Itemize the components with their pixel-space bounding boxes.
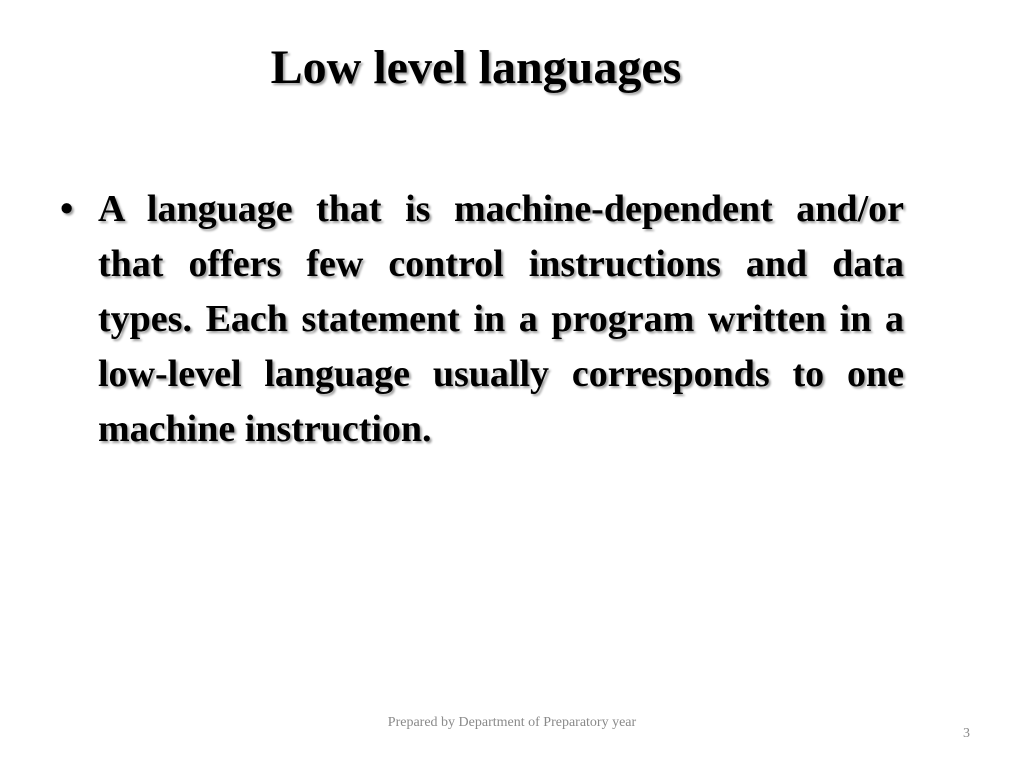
slide-footer: Prepared by Department of Preparatory year bbox=[387, 715, 637, 730]
slide-number: 3 bbox=[963, 726, 970, 741]
bullet-item bbox=[60, 182, 904, 457]
bullet-list bbox=[60, 182, 904, 457]
bullet-icon: • bbox=[60, 188, 74, 230]
slide-title: Low level languages bbox=[270, 41, 682, 94]
bullet-text: A language that is machine-dependent and/or that offers few control instructions and data types. Each statement in a program written in a low-level language usually corresponds to one machine instruction. bbox=[98, 188, 904, 450]
